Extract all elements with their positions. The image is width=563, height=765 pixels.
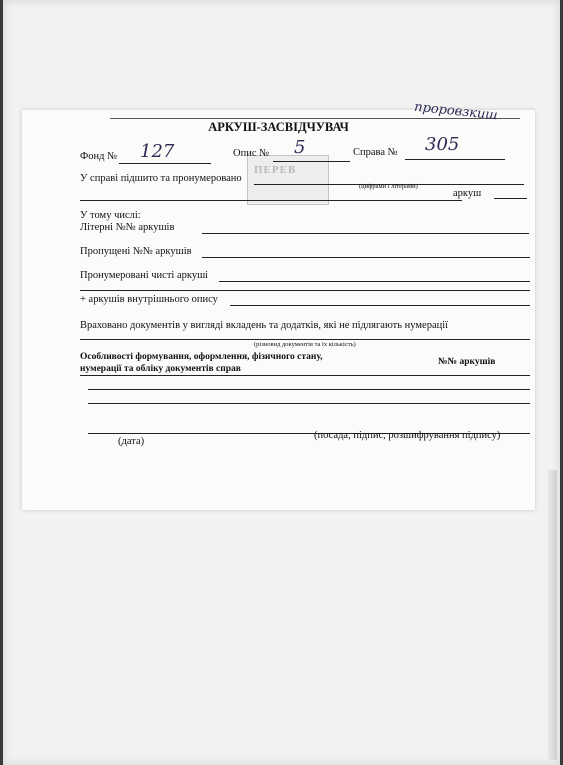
faded-stamp: ПЕРЕВ xyxy=(247,155,329,205)
chysti-label: Пронумеровані чисті аркуші xyxy=(80,270,209,281)
fond-label: Фонд № xyxy=(80,151,118,162)
notes-line-1 xyxy=(80,375,530,376)
sprava-line xyxy=(405,159,505,160)
propushcheni-line xyxy=(202,257,530,258)
sprava-value: 305 xyxy=(425,134,460,155)
vnutrishni-label: + аркушів внутрішнього опису xyxy=(80,294,218,305)
page-fold-shadow xyxy=(548,470,557,760)
signature-label: (посада, підпис, розшифрування підпису) xyxy=(314,430,501,441)
rizno-hint: (різновид документів та їх кількість) xyxy=(254,341,356,348)
arkush-label: аркуш xyxy=(453,188,482,199)
including-label: У тому числі: xyxy=(80,210,141,221)
stitched-line-2 xyxy=(80,200,462,201)
handwritten-note: проровзкиш xyxy=(413,99,499,124)
stitched-label: У справі підшито та пронумеровано xyxy=(80,173,242,184)
certification-sheet xyxy=(22,99,535,510)
vrakhovano-label: Враховано документів у вигляді вкладень та додатків, які не підлягають нумерації xyxy=(80,320,449,331)
opys-line xyxy=(273,161,350,162)
opys-label: Опис № xyxy=(233,148,270,159)
sheet-title: АРКУШ-ЗАСВІДЧУВАЧ xyxy=(208,120,349,134)
date-label: (дата) xyxy=(118,436,145,447)
literni-label: Літерні №№ аркушів xyxy=(80,222,175,233)
sprava-label: Справа № xyxy=(353,147,398,158)
osoblyvosti-label: Особливості формування, оформлення, фізичного стану, нумерації та обліку документів справ xyxy=(80,352,323,374)
digits-hint: (цифрами і літерами) xyxy=(359,183,418,190)
vnutrishni-line xyxy=(230,305,530,306)
nn-arkushiv-label: №№ аркушів xyxy=(438,357,496,367)
arkush-line xyxy=(494,198,527,199)
propushcheni-label: Пропущені №№ аркушів xyxy=(80,246,192,257)
vrakhovano-line xyxy=(80,339,530,340)
opys-value: 5 xyxy=(294,137,306,158)
chysti-line xyxy=(219,281,530,282)
fond-value: 127 xyxy=(140,141,175,162)
literni-line xyxy=(202,233,529,234)
notes-line-3 xyxy=(88,403,530,404)
fond-line xyxy=(119,163,211,164)
chysti-line-2 xyxy=(80,290,530,291)
notes-line-2 xyxy=(88,389,530,390)
